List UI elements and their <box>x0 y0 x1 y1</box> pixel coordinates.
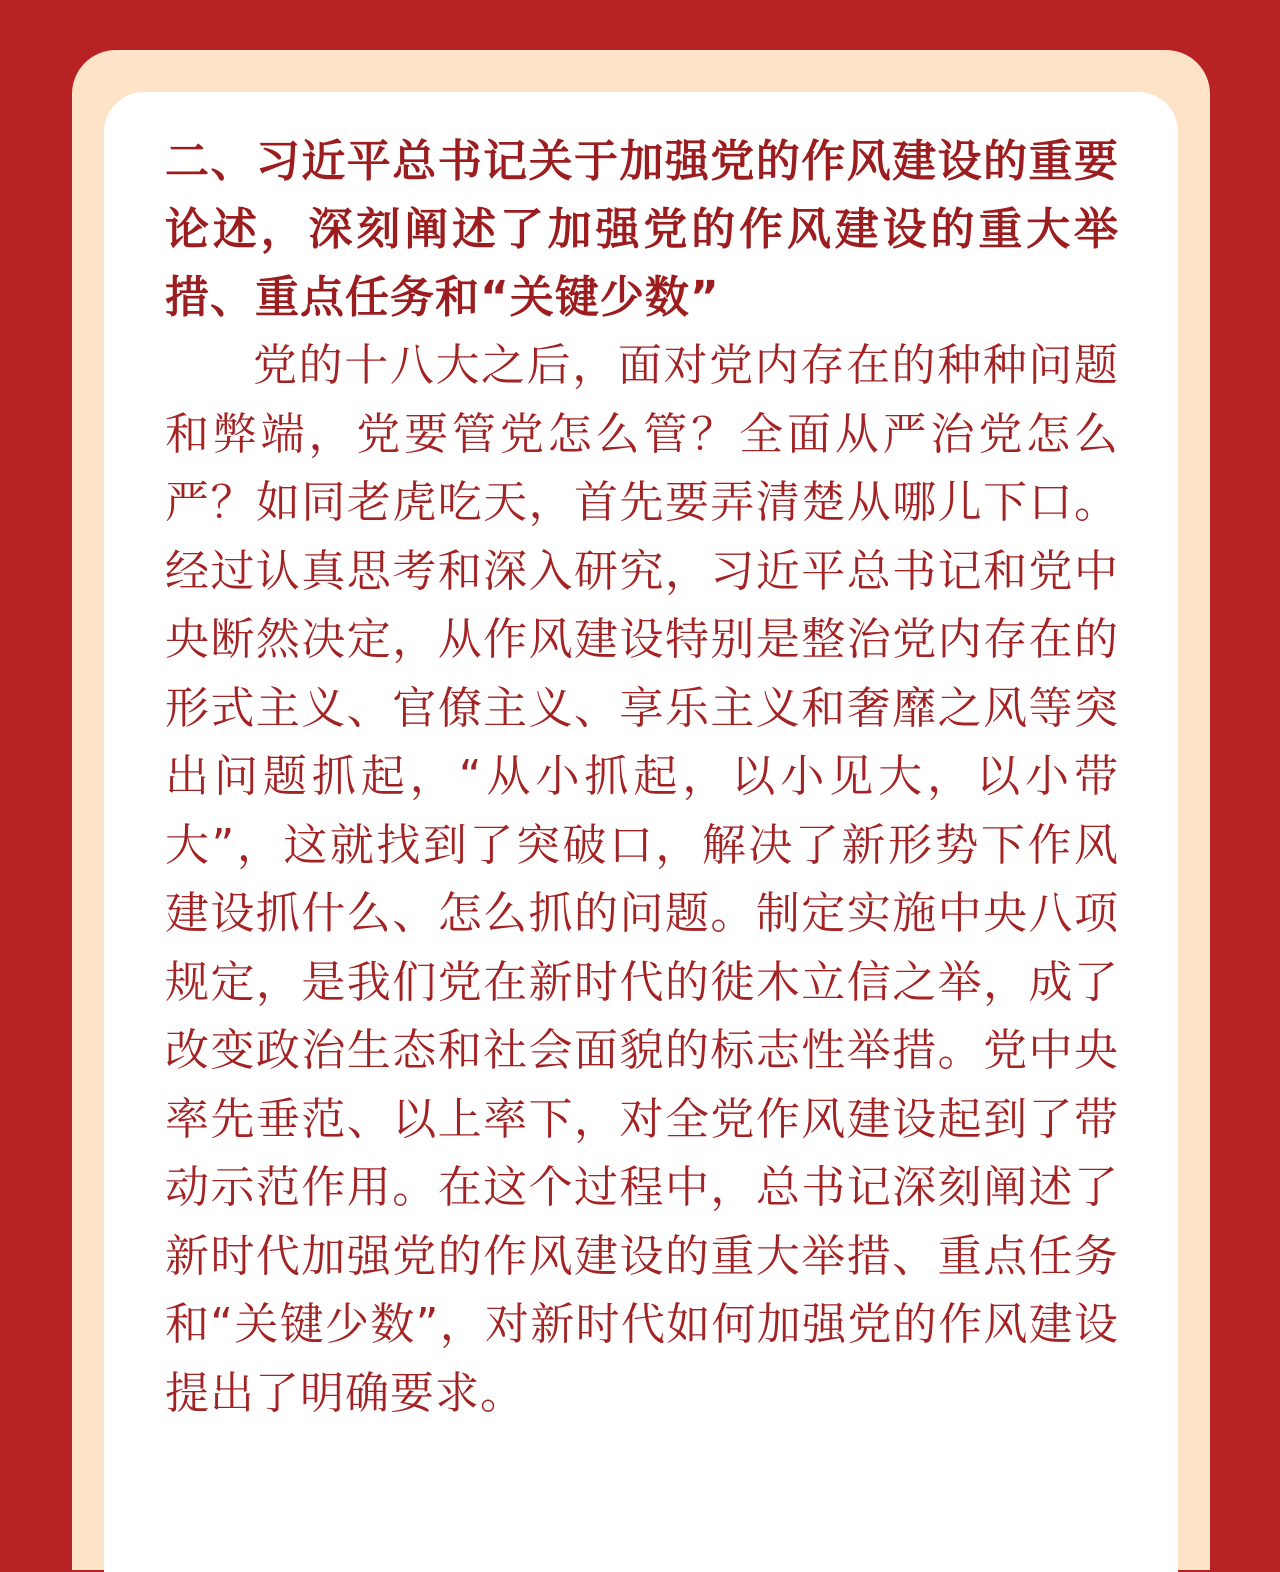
body-paragraph: 党的十八大之后，面对党内存在的种种问题和弊端，党要管党怎么管？全面从严治党怎么严？如同老虎吃天，首先要弄清楚从哪儿下口。经过认真思考和深入研究，习近平总书记和党中央断然决定，从作风建设特别是整治党内存在的形式主义、官僚主义、享乐主义和奢靡之风等突出问题抓起，“从小抓起，以小见大，以小带大”，这就找到了突破口，解决了新形势下作风建设抓什么、怎么抓的问题。制定实施中央八项规定，是我们党在新时代的徙木立信之举，成了改变政治生态和社会面貌的标志性举措。党中央率先垂范、以上率下，对全党作风建设起到了带动示范作用。在这个过程中，总书记深刻阐述了新时代加强党的作风建设的重大举措、重点任务和“关键少数”，对新时代如何加强党的作风建设提出了明确要求。 <box>165 340 1119 1419</box>
article <box>165 128 1119 1428</box>
section-heading: 二、习近平总书记关于加强党的作风建设的重要论述，深刻阐述了加强党的作风建设的重大举措、重点任务和“关键少数” <box>165 136 1119 323</box>
